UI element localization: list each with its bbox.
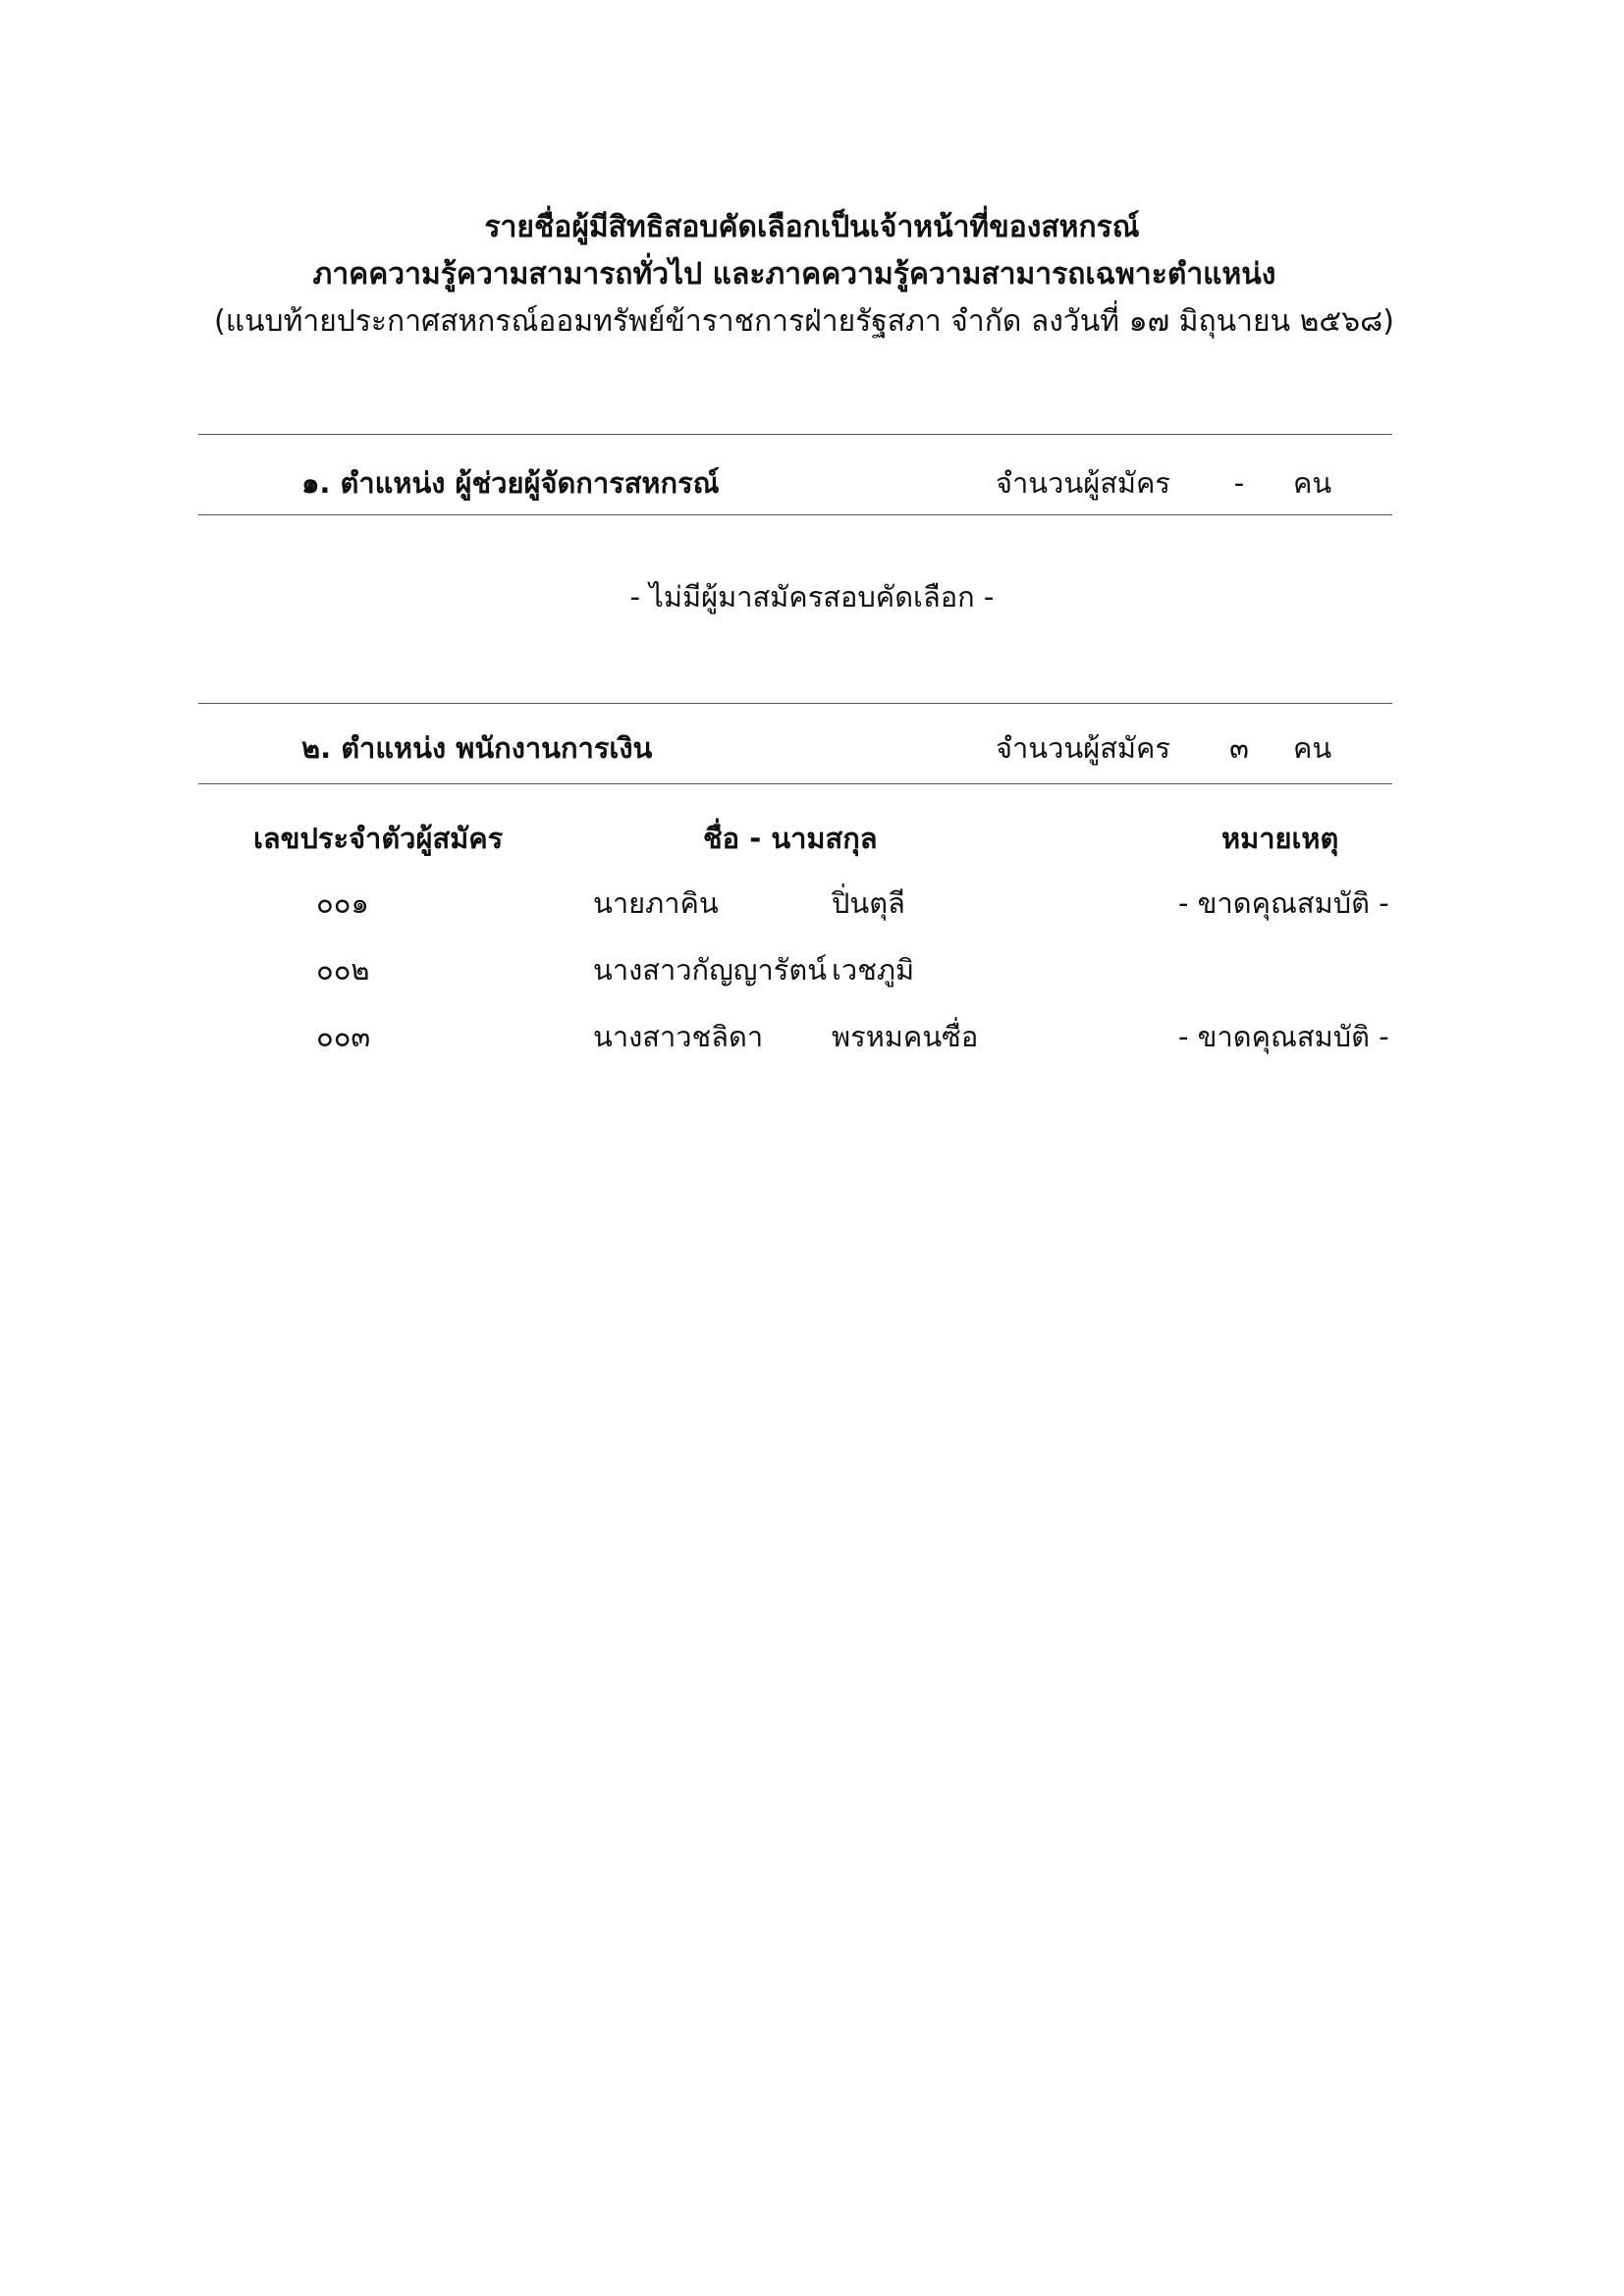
position-1-title: ๑. ตำแหน่ง ผู้ช่วยผู้จัดการสหกรณ์ — [301, 466, 720, 500]
applicant-remark: - ขาดคุณสมบัติ - — [1178, 1020, 1389, 1053]
document-header — [0, 204, 1624, 346]
position-2-bottom-rule — [198, 783, 1392, 784]
document-note: (แนบท้ายประกาศสหกรณ์ออมทรัพย์ข้าราชการฝ่ายรัฐสภา จำกัด ลงวันที่ ๑๗ มิถุนายน ๒๕๖๘) — [213, 304, 1395, 339]
position-2-count-value: ๓ — [1229, 731, 1249, 765]
applicant-id: ๐๐๒ — [316, 953, 370, 987]
applicant-id: ๐๐๓ — [316, 1020, 371, 1053]
applicant-first-name: นางสาวกัญญารัตน์ — [593, 953, 828, 987]
applicant-last-name: เวชภูมิ — [832, 953, 915, 987]
position-1-count-value: - — [1233, 466, 1245, 500]
column-header-full-name: ชื่อ - นามสกุล — [703, 822, 878, 855]
applicant-last-name: ปิ่นตุลี — [832, 886, 905, 920]
document-title: รายชื่อผู้มีสิทธิสอบคัดเลือกเป็นเจ้าหน้าที่ของสหกรณ์ — [484, 210, 1140, 244]
column-header-remark: หมายเหตุ — [1221, 822, 1339, 855]
applicant-id: ๐๐๑ — [316, 886, 369, 920]
position-1-bottom-rule — [198, 514, 1392, 515]
applicant-remark: - ขาดคุณสมบัติ - — [1178, 886, 1389, 920]
applicant-last-name: พรหมคนซื่อ — [832, 1020, 979, 1053]
position-1-count-unit: คน — [1293, 466, 1332, 500]
position-1-top-rule — [198, 434, 1392, 435]
position-2-title: ๒. ตำแหน่ง พนักงานการเงิน — [301, 731, 653, 765]
applicant-first-name: นายภาคิน — [593, 886, 719, 920]
position-2-top-rule — [198, 703, 1392, 704]
position-1-row — [198, 454, 1392, 512]
position-2-count-unit: คน — [1293, 731, 1332, 765]
applicant-first-name: นางสาวชลิดา — [593, 1020, 764, 1053]
no-applicant-message: - ไม่มีผู้มาสมัครสอบคัดเลือก - — [629, 580, 995, 614]
position-2-row — [198, 719, 1392, 777]
document-subtitle: ภาคความรู้ความสามารถทั่วไป และภาคความรู้ความสามารถเฉพาะตำแหน่ง — [312, 257, 1276, 292]
column-header-applicant-id: เลขประจำตัวผู้สมัคร — [253, 822, 504, 855]
position-1-count-label: จำนวนผู้สมัคร — [996, 466, 1170, 500]
position-2-count-label: จำนวนผู้สมัคร — [996, 731, 1170, 765]
